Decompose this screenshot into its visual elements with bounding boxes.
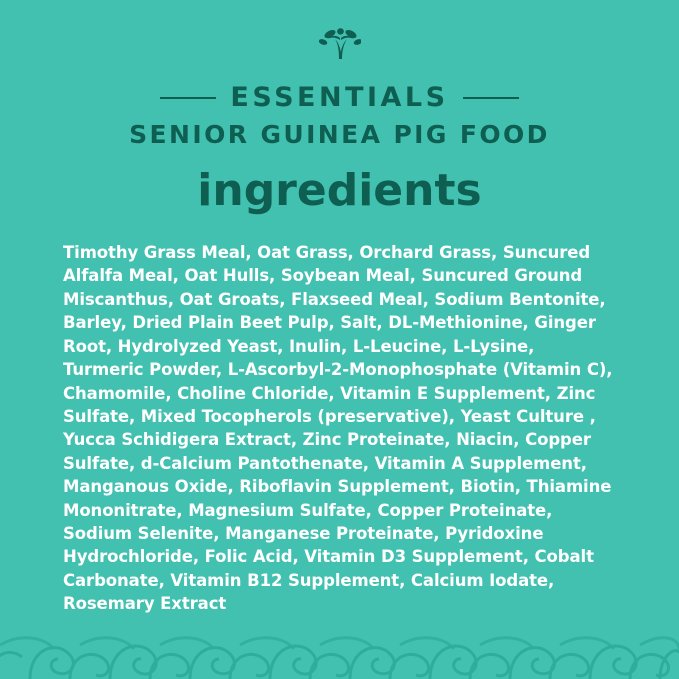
panel-title: ingredients bbox=[197, 165, 482, 216]
brand-name-row bbox=[55, 84, 624, 111]
product-line-label: SENIOR GUINEA PIG FOOD bbox=[129, 120, 550, 149]
brand-rule-right bbox=[463, 97, 519, 99]
leaf-sprout-icon bbox=[55, 0, 624, 74]
brand-rule-left bbox=[160, 97, 216, 99]
brand-name: ESSENTIALS bbox=[230, 82, 449, 113]
ingredients-text: Timothy Grass Meal, Oat Grass, Orchard Grass, Suncured Alfalfa Meal, Oat Hulls, Soybean Meal, Suncured Ground Miscanthus, Oat Groats, Flaxseed Meal, Sodium Bentonite, Barley, Dried Plain Beet Pulp, Salt, DL-Methionine, Ginger Root, Hydrolyzed Yeast, Inulin, L-Leucine, L-Lysine, Turmeric Powder, L-Ascorbyl-2-Monophosphate (Vitamin C), Chamomile, Choline Chloride, Vitamin E Supplement, Zinc Sulfate, Mixed Tocopherols (preservative), Yeast Culture , Yucca Schidigera Extract, Zinc Proteinate, Niacin, Copper Sulfate, d-Calcium Pantothenate, Vitamin A Supplement, Manganous Oxide, Riboflavin Supplement, Biotin, Thiamine Mononitrate, Magnesium Sulfate, Copper Proteinate, Sodium Selenite, Manganese Proteinate, Pyridoxine Hydrochloride, Folic Acid, Vitamin D3 Supplement, Cobalt Carbonate, Vitamin B12 Supplement, Calcium Iodate, Rosemary Extract bbox=[63, 243, 613, 614]
